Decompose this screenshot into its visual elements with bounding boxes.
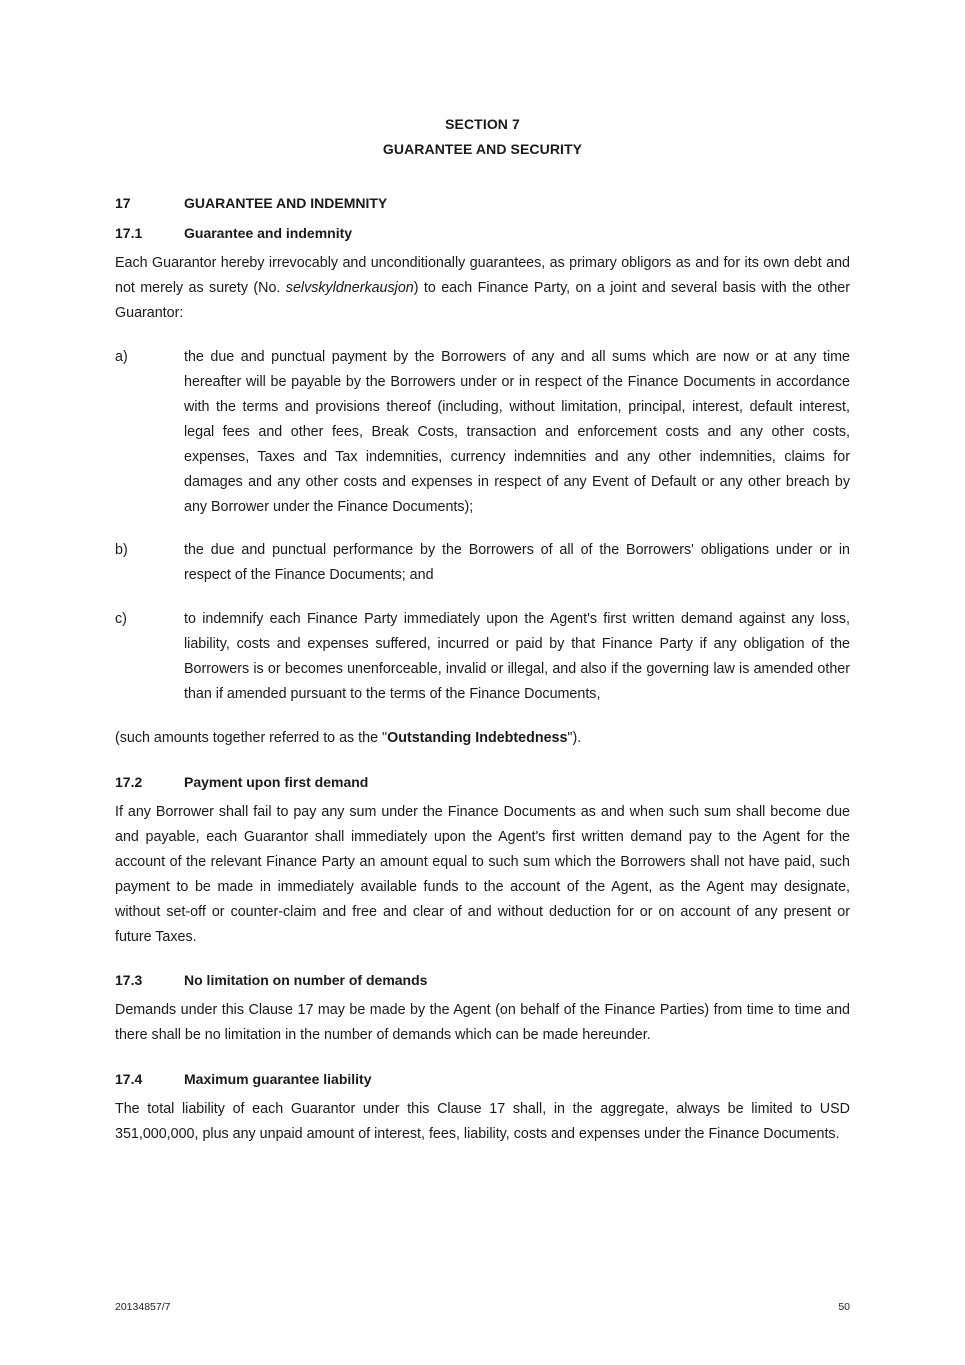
list-item-text: the due and punctual payment by the Borrowers of any and all sums which are now or at any time hereafter will be payable by the Borrowers under or in respect of the Finance Documents in accordance with the terms and provisions thereof (including, without limitation, principal, interest, default interest, legal fees and other fees, Break Costs, transaction and enforcement costs and any other costs, expenses, Taxes and Tax indemnities, currency indemnities and any other indemnities, claims for damages and any other costs and expenses in respect of any Event of Default or any other breach by any Borrower under the Finance Documents);: [184, 349, 850, 515]
clause-number: 17: [115, 195, 131, 211]
text-run: Each Guarantor hereby irrevocably and unconditionally guarantees, as primary obligors as and for its own debt and not merely as surety (No.: [115, 255, 850, 296]
subclause-title: Maximum guarantee liability: [184, 1071, 372, 1087]
clause-heading: [115, 195, 387, 211]
list-item-a: [115, 345, 850, 520]
subclause-number: 17.4: [115, 1071, 143, 1087]
footer-page-number: 50: [838, 1301, 850, 1313]
list-item-text: to indemnify each Finance Party immediately upon the Agent's first written demand against any loss, liability, costs and expenses suffered, incurred or paid by that Finance Party if any obligation of the Borrowers is or becomes unenforceable, invalid or illegal, and also if the governing law is amended other than if amended pursuant to the terms of the Finance Documents,: [184, 611, 850, 702]
subclause-17-2-body: [115, 800, 850, 950]
subclause-17-1-intro: [115, 251, 850, 326]
section-number: SECTION 7: [445, 116, 520, 132]
subclause-title: Guarantee and indemnity: [184, 225, 353, 241]
footer-doc-ref: 20134857/7: [115, 1301, 171, 1313]
subclause-heading-17-1: [115, 225, 352, 241]
text-run: ").: [567, 730, 582, 746]
paragraph: Demands under this Clause 17 may be made by the Agent (on behalf of the Finance Parties) from time to time and there shall be no limitation in the number of demands which can be made hereunder.: [115, 1002, 850, 1043]
subclause-number: 17.3: [115, 972, 143, 988]
defined-term: Outstanding Indebtedness: [387, 730, 568, 746]
subclause-title: No limitation on number of demands: [184, 972, 428, 988]
subclause-number: 17.1: [115, 225, 143, 241]
paragraph: The total liability of each Guarantor under this Clause 17 shall, in the aggregate, always be limited to USD 351,000,000, plus any unpaid amount of interest, fees, liability, costs and expenses under the Finance Documents.: [115, 1101, 850, 1142]
list-item-text: the due and punctual performance by the Borrowers of all of the Borrowers' obligations under or in respect of the Finance Documents; and: [184, 542, 850, 583]
list-item-b: [115, 538, 850, 588]
subclause-17-4-body: [115, 1097, 850, 1147]
text-run: (such amounts together referred to as the ": [115, 730, 388, 746]
list-item-c: [115, 607, 850, 707]
subclause-heading-17-3: [115, 972, 427, 988]
list-item-label: b): [115, 542, 128, 558]
paragraph: If any Borrower shall fail to pay any sum under the Finance Documents as and when such sum shall become due and payable, each Guarantor shall immediately upon the Agent's first written demand pay to the Agent for the account of the relevant Finance Party an amount equal to such sum which the Borrowers shall not have paid, such payment to be made in immediately available funds to the account of the Agent, as the Agent may designate, without set-off or counter-claim and free and clear of and without deduction for or on account of any present or future Taxes.: [115, 804, 850, 945]
italic-term: selvskyldnerkausjon: [285, 280, 414, 296]
subclause-heading-17-2: [115, 774, 368, 790]
subclause-heading-17-4: [115, 1071, 372, 1087]
paragraph: [115, 251, 850, 326]
text-run: ) to each Finance Party, on a joint and several basis with the other Guarantor:: [115, 280, 850, 321]
clause-title: GUARANTEE AND INDEMNITY: [184, 195, 388, 211]
subclause-17-1-closing: [115, 726, 850, 751]
subclause-17-3-body: [115, 998, 850, 1048]
section-title: GUARANTEE AND SECURITY: [382, 141, 583, 157]
subclause-number: 17.2: [115, 774, 143, 790]
list-item-label: a): [115, 349, 128, 365]
list-item-label: c): [115, 611, 127, 627]
subclause-title: Payment upon first demand: [184, 774, 369, 790]
paragraph: [115, 726, 850, 751]
